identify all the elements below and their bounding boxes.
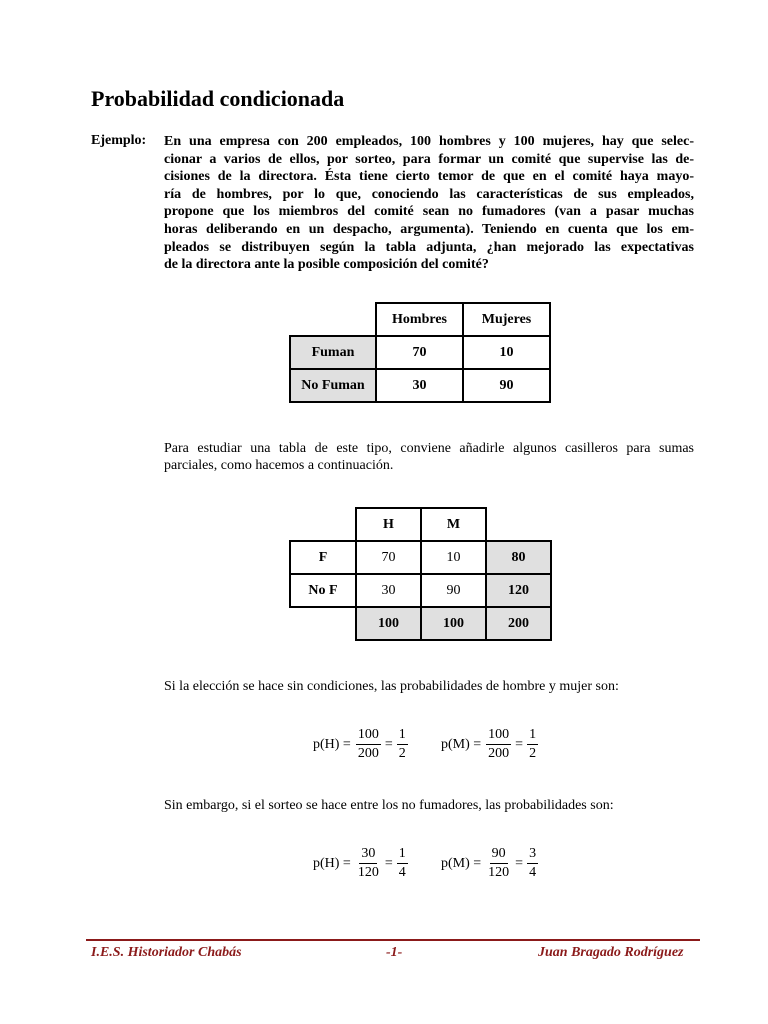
grand-total: 200 [486, 607, 551, 640]
equation-ph-conditional [313, 846, 410, 881]
footer-page-number: -1- [386, 945, 403, 960]
paragraph-unconditional: Si la elección se hace sin condiciones, las probabilidades de hombre y mujer son: [164, 679, 619, 694]
table-row [290, 369, 550, 402]
empty-cell [290, 508, 356, 541]
example-line: cionar a varios de ellos, por sorteo, para formar un comité que supervise las de- [164, 151, 694, 167]
numerator: 100 [486, 727, 511, 745]
column-total: 100 [421, 607, 486, 640]
paragraph-partial-sums [164, 440, 694, 474]
example-line: ría de hombres, por lo que, conociendo las características de sus empleados, [164, 186, 694, 202]
example-line: horas deliberando en un despacho, argumenta). Teniendo en cuenta que los em- [164, 221, 694, 237]
fraction [486, 846, 511, 881]
empty-cell [290, 303, 376, 336]
fraction [397, 727, 408, 762]
fraction [397, 846, 408, 881]
equation-ph [313, 727, 410, 762]
example-line: pleados se distribuyen según la tabla adjunta, ¿han mejorado las expectativas [164, 239, 694, 255]
equation-lhs: p(M) = [441, 855, 482, 871]
row-label-no-fuman: No Fuman [290, 369, 376, 402]
row-total: 80 [486, 541, 551, 574]
paragraph-conditional: Sin embargo, si el sorteo se hace entre los no fumadores, las probabilidades son: [164, 798, 614, 813]
fraction [527, 727, 538, 762]
numerator: 100 [356, 727, 381, 745]
example-line: propone que los miembros del comité sean no fumadores (van a pasar muchas [164, 204, 694, 220]
paragraph-line: parciales, como hacemos a continuación. [164, 458, 394, 473]
empty-cell [290, 607, 356, 640]
fraction [356, 727, 381, 762]
row-total: 120 [486, 574, 551, 607]
totals-table [289, 507, 552, 641]
column-total: 100 [356, 607, 421, 640]
equals-sign: = [384, 736, 393, 752]
numerator: 1 [527, 727, 538, 745]
header-m: M [421, 508, 486, 541]
footer-school: I.E.S. Historiador Chabás [91, 945, 242, 960]
empty-cell [486, 508, 551, 541]
numerator: 3 [527, 846, 538, 864]
fraction [527, 846, 538, 881]
example-line: cisiones de la directora. Ésta tiene cierto temor de que en el comité haya mayo- [164, 169, 694, 185]
equals-sign: = [515, 736, 524, 752]
header-mujeres: Mujeres [463, 303, 550, 336]
row-label-fuman: Fuman [290, 336, 376, 369]
fraction [486, 727, 511, 762]
table-cell: 70 [356, 541, 421, 574]
page-title: Probabilidad condicionada [91, 86, 345, 111]
paragraph-line: Para estudiar una tabla de este tipo, conviene añadirle algunos casilleros para sumas [164, 441, 694, 456]
denominator: 4 [529, 865, 537, 880]
header-hombres: Hombres [376, 303, 463, 336]
table-cell: 30 [376, 369, 463, 402]
numerator: 30 [359, 846, 377, 864]
denominator: 120 [488, 865, 510, 880]
table-row [290, 607, 551, 640]
table-row [290, 303, 550, 336]
example-label: Ejemplo: [91, 133, 147, 148]
table-cell: 90 [421, 574, 486, 607]
equation-lhs: p(H) = [313, 736, 351, 752]
table-row [290, 336, 550, 369]
table-cell: 30 [356, 574, 421, 607]
denominator: 120 [357, 865, 379, 880]
equals-sign: = [384, 855, 393, 871]
footer-divider [86, 939, 700, 941]
equation-lhs: p(M) = [441, 736, 482, 752]
denominator: 200 [488, 746, 510, 761]
table-cell: 70 [376, 336, 463, 369]
row-label-no-f: No F [290, 574, 356, 607]
numerator: 90 [490, 846, 508, 864]
table-row [290, 541, 551, 574]
table-row [290, 508, 551, 541]
fraction [356, 846, 381, 881]
denominator: 200 [357, 746, 379, 761]
table-cell: 10 [421, 541, 486, 574]
smokers-table [289, 302, 551, 403]
equation-pm-conditional [441, 846, 540, 881]
equation-pm [441, 727, 540, 762]
footer-author: Juan Bragado Rodríguez [538, 945, 684, 960]
numerator: 1 [397, 846, 408, 864]
denominator: 2 [529, 746, 537, 761]
equation-lhs: p(H) = [313, 855, 351, 871]
denominator: 2 [398, 746, 406, 761]
table-row [290, 574, 551, 607]
numerator: 1 [397, 727, 408, 745]
denominator: 4 [398, 865, 406, 880]
example-text [164, 133, 694, 274]
row-label-f: F [290, 541, 356, 574]
example-line: En una empresa con 200 empleados, 100 hombres y 100 mujeres, hay que selec- [164, 134, 694, 149]
table-cell: 10 [463, 336, 550, 369]
header-h: H [356, 508, 421, 541]
example-line: de la directora ante la posible composición del comité? [164, 257, 489, 273]
table-cell: 90 [463, 369, 550, 402]
equals-sign: = [515, 855, 524, 871]
